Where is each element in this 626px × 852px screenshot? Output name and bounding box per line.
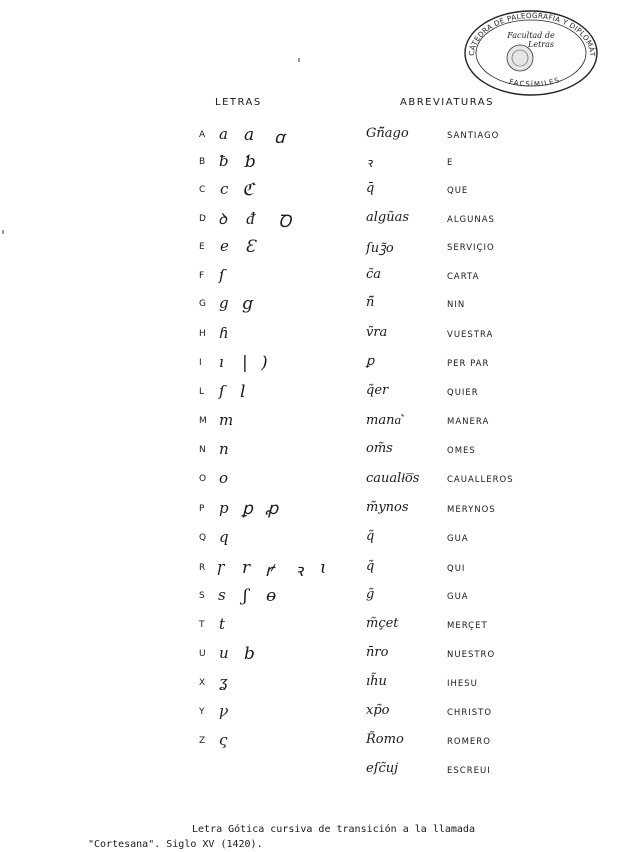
abbreviation-form: xp̃o (366, 703, 390, 718)
table-row (0, 733, 626, 755)
letter-form: ɵ (266, 586, 277, 606)
stamp-bottom-text: FACSÍMILES (508, 75, 562, 89)
letter-form: r (242, 558, 251, 578)
abbreviation-meaning: E (447, 158, 454, 168)
table-row (0, 646, 626, 668)
letter-form: a (219, 125, 228, 143)
letter-form: Ɛ (245, 237, 256, 257)
capital-letter: F (199, 271, 205, 281)
abbreviation-meaning: MERÇET (447, 621, 488, 631)
abbreviation-form: Gñ̃ago (366, 126, 409, 141)
letter-form: ɦ (219, 324, 229, 342)
caption-line2: "Cortesana". Siglo XV (1420). (88, 839, 263, 850)
letter-form: q (219, 528, 229, 546)
letter-form: t (219, 615, 226, 633)
table-row (0, 413, 626, 435)
capital-letter: A (199, 130, 206, 140)
abbreviation-meaning: ALGUNAS (447, 215, 495, 225)
table-row (0, 762, 626, 784)
header-abreviaturas: ABREVIATURAS (400, 97, 494, 108)
header-letras: LETRAS (215, 97, 262, 108)
letter-form: ɼ (217, 558, 225, 576)
letter-form: s (218, 586, 226, 604)
letter-form: ꝺ (218, 210, 227, 228)
letter-form: b (244, 644, 255, 664)
table-row (0, 182, 626, 204)
abbreviation-meaning: MANERA (447, 417, 490, 427)
abbreviation-form: q̄ (366, 181, 375, 196)
abbreviation-form: caualł͞os (366, 471, 420, 486)
capital-letter: Y (199, 707, 205, 717)
capital-letter: I (199, 358, 203, 368)
table-row (0, 560, 626, 582)
capital-letter: Z (199, 736, 206, 746)
letter-form: n (219, 440, 229, 458)
letter-form: ƀ (219, 152, 229, 170)
stamp-inner-line1: Facultad de (507, 31, 555, 40)
abbreviation-meaning: SERVIÇIO (447, 243, 495, 253)
capital-letter: S (199, 591, 206, 601)
table-row (0, 211, 626, 233)
letter-form: c (220, 180, 229, 198)
letter-form: o (219, 469, 229, 487)
capital-letter: U (199, 649, 207, 659)
capital-letter: O (199, 474, 207, 484)
table-row (0, 501, 626, 523)
abbreviation-meaning: MERYNOS (447, 505, 496, 515)
letter-form: ꭤ (274, 128, 285, 148)
abbreviation-meaning: SANTIAGO (447, 131, 500, 141)
abbreviation-form: ıh̃u (366, 674, 387, 689)
table-row (0, 471, 626, 493)
letter-form: ꝩ (219, 702, 229, 720)
abbreviation-form: m̃çet (366, 616, 399, 631)
stamp-seal (462, 8, 600, 98)
letter-form: ʓ (219, 673, 228, 691)
abbreviation-form: g̃ (366, 587, 375, 602)
capital-letter: N (199, 445, 207, 455)
abbreviation-form: c̃a (366, 267, 382, 282)
table-row (0, 704, 626, 726)
abbreviation-meaning: PER PAR (447, 359, 490, 369)
table-row (0, 530, 626, 552)
table-row (0, 239, 626, 261)
letter-form: ꝓ (265, 499, 279, 519)
table-row (0, 154, 626, 176)
paper-mark (298, 58, 300, 62)
letter-form: ʃ (243, 586, 248, 606)
caption-line1: Letra Gótica cursiva de transición a la llamada (192, 824, 475, 835)
letter-form: ſ (219, 382, 225, 400)
table-row (0, 442, 626, 464)
letter-form: ց (242, 294, 253, 314)
capital-letter: H (199, 329, 207, 339)
table-row (0, 675, 626, 697)
capital-letter: C (199, 185, 206, 195)
table-row (0, 355, 626, 377)
letter-form: ɩ (320, 558, 327, 578)
stamp-inner-line2: Letras (528, 40, 554, 49)
table-row (0, 617, 626, 639)
capital-letter: D (199, 214, 207, 224)
abbreviation-form: om̃s (366, 441, 393, 456)
letter-form: p (219, 499, 229, 517)
letter-form: ς (219, 731, 228, 749)
letter-form: ƅ (245, 152, 256, 172)
capital-letter: E (199, 242, 206, 252)
abbreviation-meaning: QUIER (447, 388, 479, 398)
letter-form: ı (219, 353, 224, 371)
letter-form: | (242, 353, 248, 373)
letter-form: ſ (219, 266, 225, 284)
capital-letter: X (199, 678, 206, 688)
abbreviation-meaning: ROMERO (447, 737, 491, 747)
capital-letter: B (199, 157, 206, 167)
letter-form: ꝵ (265, 561, 274, 581)
institution-stamp (462, 8, 600, 98)
abbreviation-form: ꝛ (366, 156, 373, 171)
abbreviation-form: q̃ (366, 529, 375, 544)
abbreviation-meaning: ESCREUI (447, 766, 491, 776)
letter-form: Ꝺ (278, 212, 292, 232)
letter-form: l (240, 382, 246, 402)
abbreviation-meaning: VUESTRA (447, 330, 494, 340)
table-row (0, 588, 626, 610)
letter-form: e (220, 237, 229, 255)
letter-form: u (219, 644, 229, 662)
abbreviation-meaning: OMES (447, 446, 476, 456)
table-row (0, 296, 626, 318)
letter-form: ꝑ (242, 499, 253, 519)
capital-letter: T (199, 620, 205, 630)
abbreviation-form: q̃er (366, 383, 389, 398)
letter-form: ) (261, 353, 268, 373)
abbreviation-meaning: GUA (447, 592, 469, 602)
letter-form: a (244, 125, 255, 145)
letter-form: m (219, 411, 234, 429)
capital-letter: R (199, 563, 206, 573)
letter-form: ℭ (242, 180, 254, 200)
abbreviation-form: algũas (366, 210, 410, 225)
letter-form: ᵭ (246, 209, 255, 229)
letter-form: g (219, 294, 229, 312)
stamp-emblem (507, 45, 533, 71)
abbreviation-meaning: QUI (447, 564, 466, 574)
letter-form: ꝛ (295, 561, 304, 581)
capital-letter: M (199, 416, 208, 426)
abbreviation-form: ñ̃ (366, 295, 375, 310)
capital-letter: Q (199, 533, 207, 543)
abbreviation-form: n̄ro (366, 645, 389, 660)
table-row (0, 384, 626, 406)
abbreviation-meaning: CAUALLEROS (447, 475, 514, 485)
capital-letter: G (199, 299, 207, 309)
svg-text:FACSÍMILES (508, 76, 561, 89)
capital-letter: L (199, 387, 205, 397)
abbreviation-meaning: IHESU (447, 679, 478, 689)
table-row (0, 268, 626, 290)
abbreviation-form: q̃ (366, 559, 375, 574)
abbreviation-meaning: CARTA (447, 272, 480, 282)
abbreviation-form: mana͛ (366, 413, 401, 428)
abbreviation-meaning: NIN (447, 300, 466, 310)
table-row (0, 127, 626, 149)
table-row (0, 326, 626, 348)
abbreviation-meaning: CHRISTO (447, 708, 493, 718)
abbreviation-form: ṽra (366, 325, 388, 340)
abbreviation-form: ꝑ (366, 354, 375, 369)
abbreviation-form: eſc̃uj (366, 761, 399, 776)
abbreviation-meaning: NUESTRO (447, 650, 496, 660)
abbreviation-form: ſuꝫ̃o (366, 241, 394, 256)
abbreviation-meaning: GUA (447, 534, 469, 544)
capital-letter: P (199, 504, 205, 514)
abbreviation-form: m̃ynos (366, 500, 409, 515)
abbreviation-meaning: QUE (447, 186, 469, 196)
abbreviation-form: R̃omo (366, 732, 404, 747)
stamp-outer-text: CÁTEDRA DE PALEOGRAFÍA Y DIPLOMÁT (466, 10, 598, 57)
